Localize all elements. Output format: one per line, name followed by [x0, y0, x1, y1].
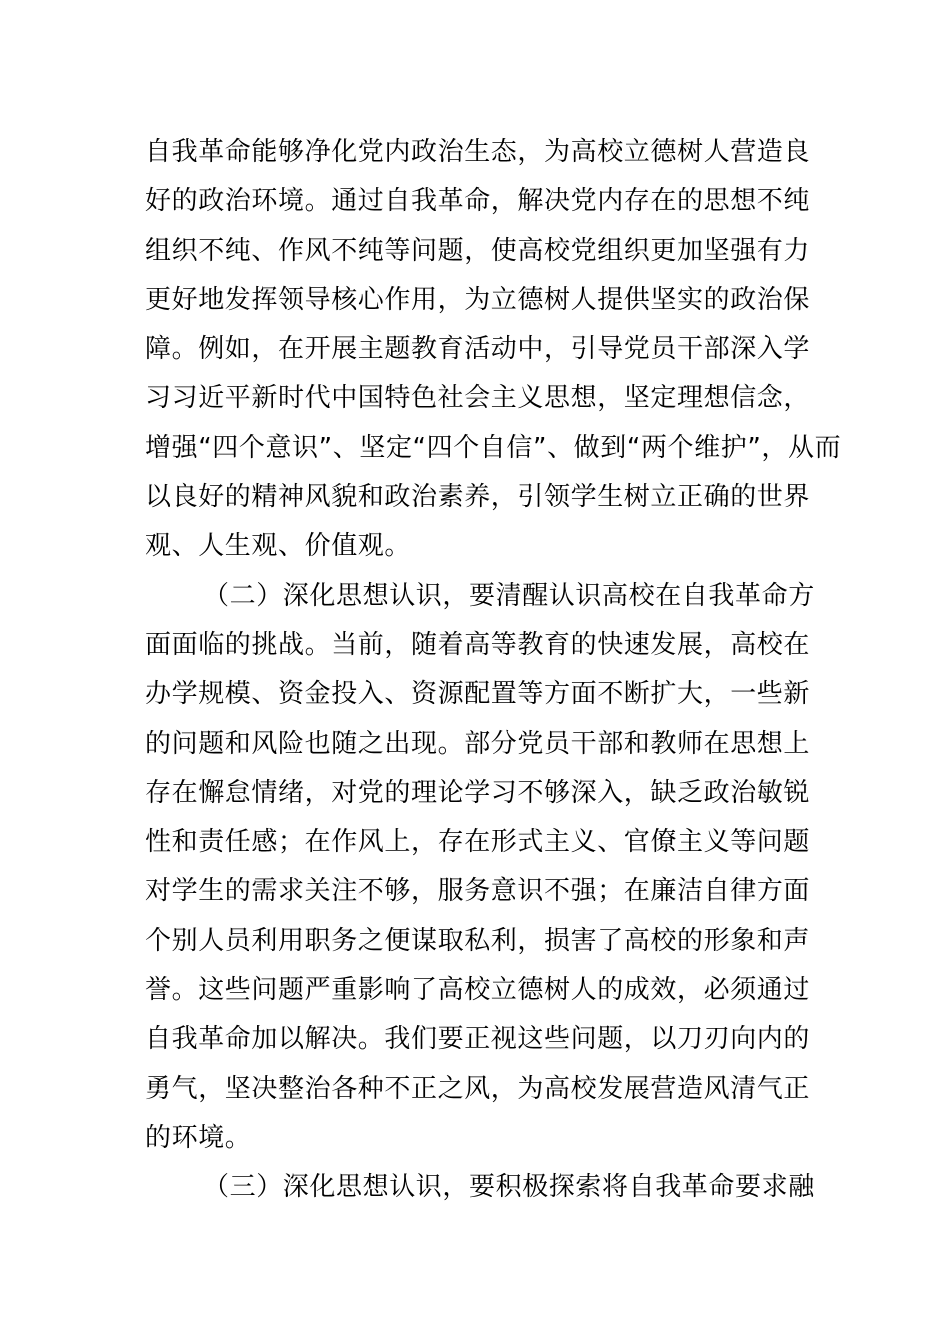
paragraph — [145, 572, 815, 1164]
text-line: 习习近平新时代中国特色社会主义思想，坚定理想信念， — [145, 383, 811, 414]
text-line: 自我革命加以解决。我们要正视这些问题，以刀刃向内的 — [145, 1024, 811, 1055]
text-line: 的问题和风险也随之出现。部分党员干部和教师在思想上 — [145, 728, 811, 759]
text-line: （三）深化思想认识，要积极探索将自我革命要求融 — [203, 1172, 815, 1203]
text-line: 增强“四个意识”、坚定“四个自信”、做到“两个维护”，从而 — [145, 432, 842, 463]
text-line: 以良好的精神风貌和政治素养，引领学生树立正确的世界 — [145, 482, 811, 513]
text-line: 好的政治环境。通过自我革命，解决党内存在的思想不纯 — [145, 186, 811, 217]
text-line: 自我革命能够净化党内政治生态，为高校立德树人营造良 — [145, 137, 811, 167]
text-line: 障。例如，在开展主题教育活动中，引导党员干部深入学 — [145, 334, 811, 365]
paragraph — [145, 1163, 815, 1212]
text-line: 性和责任感；在作风上，存在形式主义、官僚主义等问题 — [145, 827, 811, 858]
document-body — [145, 128, 842, 1213]
text-line: 个别人员利用职务之便谋取私利，损害了高校的形象和声 — [145, 925, 811, 956]
text-line: 对学生的需求关注不够，服务意识不强；在廉洁自律方面 — [145, 876, 811, 907]
text-line: 存在懈怠情绪，对党的理论学习不够深入，缺乏政治敏锐 — [145, 777, 811, 808]
text-line: 办学规模、资金投入、资源配置等方面不断扩大，一些新 — [145, 679, 811, 710]
text-line: （二）深化思想认识，要清醒认识高校在自我革命方 — [203, 580, 815, 611]
text-line: 组织不纯、作风不纯等问题，使高校党组织更加坚强有力 — [145, 235, 811, 266]
paragraph — [145, 128, 842, 572]
text-line: 面面临的挑战。当前，随着高等教育的快速发展，高校在 — [145, 629, 811, 660]
text-line: 更好地发挥领导核心作用，为立德树人提供坚实的政治保 — [145, 284, 811, 315]
text-line: 的环境。 — [145, 1122, 252, 1153]
text-line: 勇气，坚决整治各种不正之风，为高校发展营造风清气正 — [145, 1073, 811, 1104]
text-line: 观、人生观、价值观。 — [145, 531, 412, 562]
text-line: 誉。这些问题严重影响了高校立德树人的成效，必须通过 — [145, 975, 811, 1006]
